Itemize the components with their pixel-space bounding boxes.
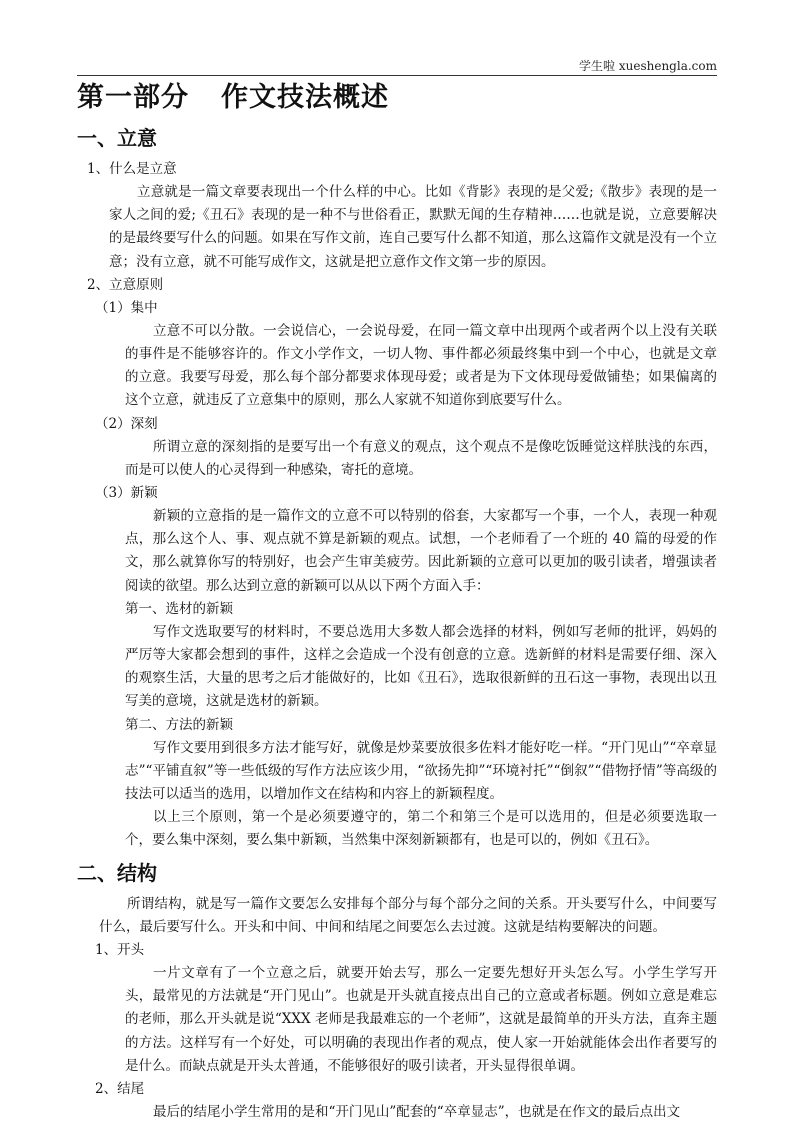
paragraph-depth: 所谓立意的深刻指的是要写出一个有意义的观点，这个观点不是像吃饭睡觉这样肤浅的东西，而是可以使人的心灵得到一种感染，寄托的意境。 <box>125 438 717 478</box>
header-divider <box>77 75 717 76</box>
item-depth: （2）深刻 <box>95 415 158 432</box>
item-method-novelty: 第二、方法的新颖 <box>125 716 233 733</box>
paragraph-method-novelty: 写作文要用到很多方法才能写好，就像是炒菜要放很多佐料才能好吃一样。“开门见山”“卒章显志”“平铺直叙”等一些低级的写作方法应该少用，“欲扬先抑”“环境衬托”“倒叙”“借物抒情”等高级的技法可以适当的选用，以增加作文在结构和内容上的新颖程度。 <box>125 739 717 803</box>
item-focus: （1）集中 <box>95 299 158 316</box>
paragraph-material-novelty: 写作文选取要写的材料时，不要总选用大多数人都会选择的材料，例如写老师的批评，妈妈的严厉等大家都会想到的事件，这样之会造成一个没有创意的立意。选新鲜的材料是需要仔细、深入的观察生活，大量的思考之后才能做好的，比如《丑石》，选取很新鲜的丑石这一事物，表现出以丑写美的意境，这就是选材的新颖。 <box>125 623 717 710</box>
header-site-name: 学生啦 xueshengla.com <box>579 59 717 73</box>
paragraph-opening: 一片文章有了一个立意之后，就要开始去写，那么一定要先想好开头怎么写。小学生学写开头，最常见的方法就是“开门见山”。也就是开头就直接点出自己的立意或者标题。例如立意是难忘的老师，那么开头就是说“XXX 老师是我最难忘的一个老师”，这就是最简单的开头方法，直奔主题的方法。这样写有一个好处，可以明确的表现出作者的观点，使人家一开始就能体会出作者要写的是什么。而缺点就是开头太普通，不能够很好的吸引读者，开头显得很单调。 <box>125 965 717 1074</box>
item-lizhi-principles: 2、立意原则 <box>87 276 164 293</box>
paragraph-principles-summary: 以上三个原则，第一个是必须要遵守的，第二个和第三个是可以选用的，但是必须要选取一个，要么集中深刻，要么集中新颖，当然集中深刻新颖都有，也是可以的，例如《丑石》。 <box>125 809 717 849</box>
paragraph-focus: 立意不可以分散。一会说信心，一会说母爱，在同一篇文章中出现两个或者两个以上没有关联的事件是不能够容许的。作文小学作文，一切人物、事件都必须最终集中到一个中心，也就是文章的立意。我要写母爱，那么每个部分都要求体现母爱；或者是为下文体现母爱做铺垫；如果偏离的这个立意，就违反了立意集中的原则，那么人家就不知道你到底要写什么。 <box>125 322 717 409</box>
document-body <box>77 80 717 1124</box>
part-title <box>77 80 717 116</box>
item-opening: 1、开头 <box>95 942 145 959</box>
item-ending: 2、结尾 <box>95 1081 145 1098</box>
item-material-novelty: 第一、选材的新颖 <box>125 600 233 617</box>
section-heading-structure: 二、结构 <box>77 860 157 885</box>
part-title-name: 作文技法概述 <box>221 82 389 113</box>
paragraph-what-is-lizhi: 立意就是一篇文章要表现出一个什么样的中心。比如《背影》表现的是父爱;《散步》表现的是一家人之间的爱;《丑石》表现的是一种不与世俗看正，默默无闻的生存精神……也就是说，立意要解决的是最终要写什么的问题。如果在写作文前，连自己要写什么都不知道，那么这篇作文就是没有一个立意；没有立意，就不可能写成作文，这就是把立意作文作文第一步的原因。 <box>109 184 717 270</box>
item-what-is-lizhi: 1、什么是立意 <box>87 161 177 177</box>
paragraph-structure-intro: 所谓结构，就是写一篇作文要怎么安排每个部分与每个部分之间的关系。开头要写什么，中间要写什么，最后要写什么。开头和中间、中间和结尾之间要怎么去过渡。这就是结构要解决的问题。 <box>99 895 717 935</box>
section-heading-lizhi: 一、立意 <box>77 126 157 150</box>
part-title-number: 第一部分 <box>77 82 189 113</box>
paragraph-novelty: 新颖的立意指的是一篇作文的立意不可以特别的俗套，大家都写一个事，一个人，表现一种观点，那么这个人、事、观点就不算是新颖的观点。试想，一个老师看了一个班的 40 篇的母爱的作文，那么就算你写的特别好，也会产生审美疲劳。因此新颖的立意可以更加的吸引读者，增强读者阅读的欲望。那么达到立意的新颖可以从以下两个方面入手： <box>125 508 717 594</box>
paragraph-ending: 最后的结尾小学生常用的是和“开门见山”配套的“卒章显志”，也就是在作文的最后点出文 <box>153 1104 681 1121</box>
item-novelty: （3）新颖 <box>95 485 158 502</box>
